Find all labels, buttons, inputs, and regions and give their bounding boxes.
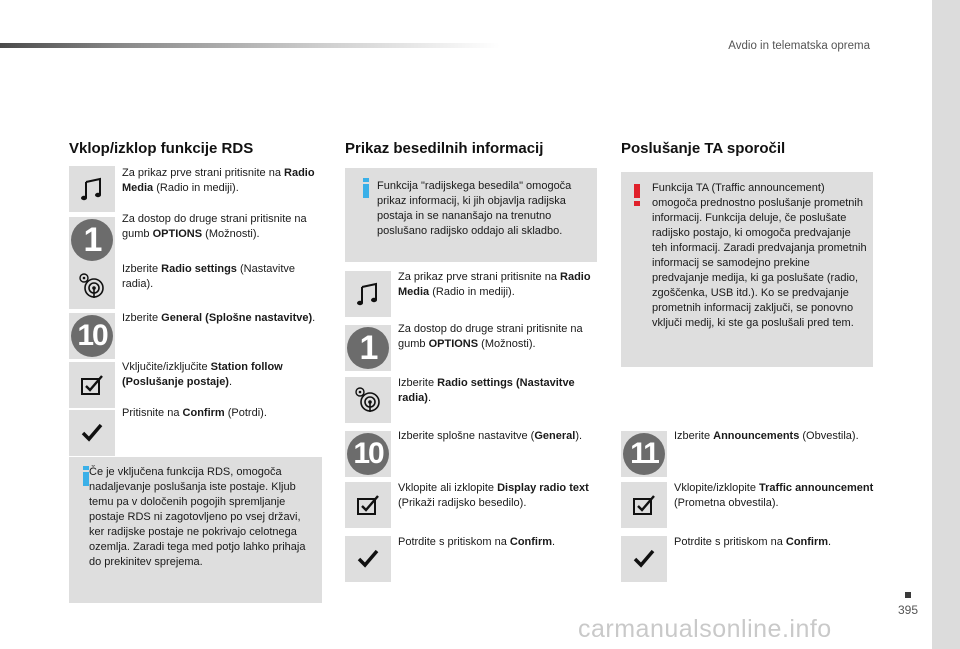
step-text: Za dostop do druge strani pritisnite na gumb OPTIONS (Možnosti). — [398, 323, 583, 350]
tile-toggle — [621, 482, 667, 528]
section-title-rds: Vklop/izklop funkcije RDS — [69, 140, 254, 157]
header-gradient-bar — [0, 43, 500, 48]
step-text: Za prikaz prve strani pritisnite na Radio Media (Radio in mediji). — [398, 271, 591, 298]
tile-radio-settings — [345, 377, 391, 423]
radio-settings-icon — [352, 384, 384, 416]
step-text: Potrdite s pritiskom na Confirm. — [674, 536, 832, 548]
tile-radio-settings — [69, 263, 115, 309]
tile-step-one — [345, 325, 391, 371]
step-badge: 1 — [71, 219, 113, 261]
note-text: Funkcija "radijskega besedila" omogoča prikaz informacij, ki jih objavlja radijska postaja in se nananšajo na trenutno poslušano radijsko oddajo ali skladbo. — [377, 180, 572, 237]
step-text: Potrdite s pritiskom na Confirm. — [398, 536, 556, 548]
tile-confirm — [621, 536, 667, 582]
step-text: Za dostop do druge strani pritisnite na gumb OPTIONS (Možnosti). — [122, 213, 307, 240]
step-badge: 1 — [347, 327, 389, 369]
music-note-icon — [79, 176, 105, 202]
header-title: Avdio in telematska oprema — [728, 40, 870, 52]
tile-confirm — [345, 536, 391, 582]
checkmark-icon — [79, 420, 105, 446]
page-side-strip — [932, 0, 960, 649]
step-badge: 11 — [623, 433, 665, 475]
step-text: Izberite splošne nastavitve (General). — [398, 430, 583, 442]
section-title-radiotext: Prikaz besedilnih informacij — [345, 140, 544, 157]
step-text: Vklopite/izklopite Traffic announcement (Prometna obvestila). — [674, 482, 874, 509]
tile-step-eleven — [621, 431, 667, 477]
step-text: Pritisnite na Confirm (Potrdi). — [122, 407, 267, 419]
radio-settings-icon — [76, 270, 108, 302]
info-note-rds — [69, 457, 322, 603]
tile-confirm — [69, 410, 115, 456]
step-badge: 10 — [347, 433, 389, 475]
warning-note-ta — [621, 172, 873, 367]
page-marker — [905, 592, 911, 598]
step-text: Izberite General (Splošne nastavitve). — [122, 312, 316, 324]
tile-toggle — [345, 482, 391, 528]
tile-radio-media — [345, 271, 391, 317]
tile-toggle — [69, 362, 115, 408]
music-note-icon — [355, 281, 381, 307]
checkbox-toggle-icon — [631, 492, 657, 518]
checkmark-icon — [355, 546, 381, 572]
step-text: Za prikaz prve strani pritisnite na Radio Media (Radio in mediji). — [122, 167, 315, 194]
step-text: Vključite/izključite Station follow (Poslušanje postaje). — [122, 361, 283, 388]
tile-step-one — [69, 217, 115, 263]
checkmark-icon — [631, 546, 657, 572]
section-title-ta: Poslušanje TA sporočil — [621, 140, 786, 157]
step-text: Izberite Radio settings (Nastavitve radia). — [398, 377, 575, 404]
warning-icon — [633, 184, 641, 206]
step-text: Vklopite ali izklopite Display radio text (Prikaži radijsko besedilo). — [398, 482, 589, 509]
tile-radio-media — [69, 166, 115, 212]
tile-step-ten — [69, 313, 115, 359]
note-text: Če je vključena funkcija RDS, omogoča nadaljevanje poslušanja iste postaje. Kljub temu pa v določenih pogojih spremljanje postaje RDS ni zagotovljeno po vsej državi, ker radijske postaje ne pokrivajo celotnega ozemlja. Zaradi tega med potjo lahko prihaja do prekinitev sprejema. — [89, 466, 306, 568]
step-text: Izberite Radio settings (Nastavitve radia). — [122, 263, 296, 290]
note-text: Funkcija TA (Traffic announcement) omogoča prednostno poslušanje prometnih informacij. Funkcija deluje, če poslušate radijsko postajo, ki omogoča predvajanje teh informacij. Zaradi predvajanja prometnih informacij se samodejno prekine predvajanje medija, ki ga poslušate (radio, zgoščenka, USB itd.). Ko se predvajanje prometnih informacij zaključi, se ponovno vključi medij, ki ste ga poslušali pred tem. — [652, 182, 867, 329]
watermark: carmanualsonline.info — [578, 615, 832, 643]
checkbox-toggle-icon — [79, 372, 105, 398]
step-text: Izberite Announcements (Obvestila). — [674, 430, 859, 442]
tile-step-ten — [345, 431, 391, 477]
checkbox-toggle-icon — [355, 492, 381, 518]
page-number: 395 — [898, 603, 919, 617]
info-note-radiotext — [345, 168, 597, 262]
step-badge: 10 — [71, 315, 113, 357]
info-icon — [361, 178, 371, 198]
